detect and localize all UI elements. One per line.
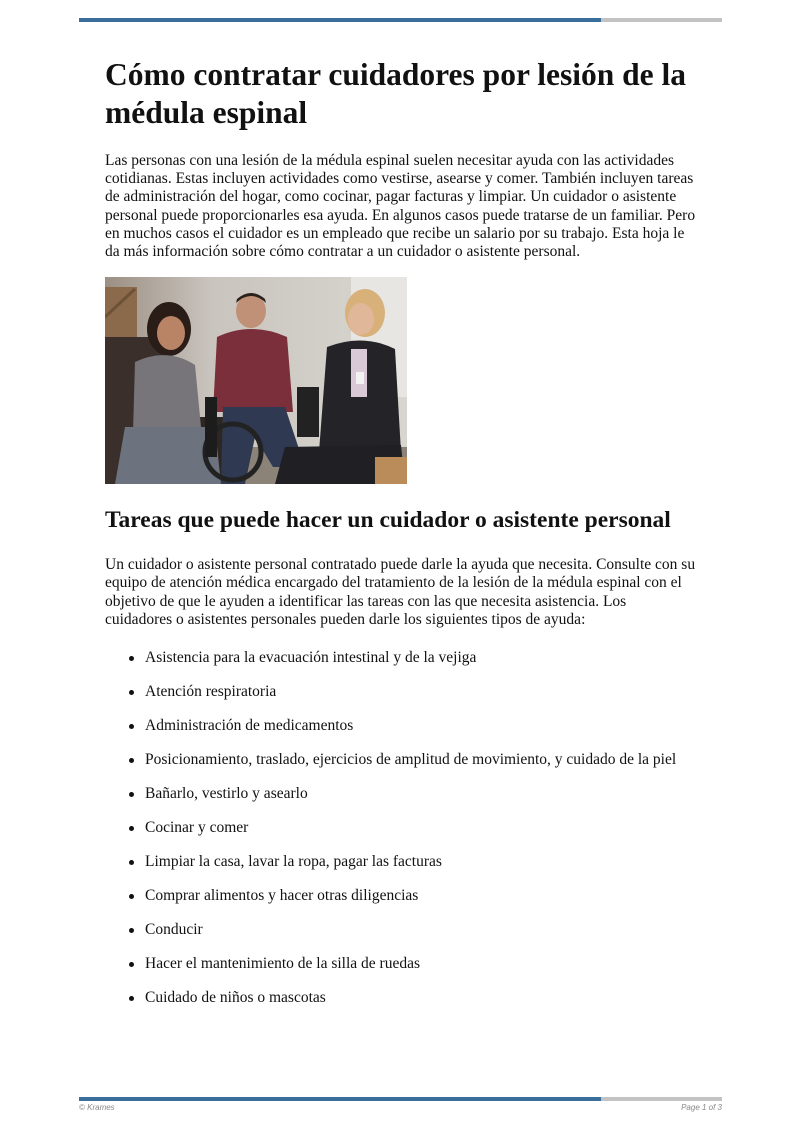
list-item — [145, 819, 697, 837]
bullet-icon — [129, 962, 134, 967]
list-item-text: Cocinar y comer — [145, 819, 249, 837]
bullet-icon — [129, 826, 134, 831]
list-item-text: Cuidado de niños o mascotas — [145, 989, 326, 1007]
list-item — [145, 887, 697, 905]
footer-copyright: © Krames — [79, 1103, 115, 1112]
bullet-icon — [129, 724, 134, 729]
list-item-text: Administración de medicamentos — [145, 717, 354, 735]
bullet-icon — [129, 894, 134, 899]
header-rule — [79, 18, 722, 22]
intro-paragraph: Las personas con una lesión de la médula espinal suelen necesitar ayuda con las actividades cotidianas. Estas incluyen actividades como vestirse, asearse y comer. También incluyen tareas de administración del hogar, como cocinar, pagar facturas y limpiar. Un cuidador o asistente personal puede proporcionarles esa ayuda. En algunos casos puede tratarse de un familiar. Pero en muchos casos el cuidador es un empleado que recibe un salario por su trabajo. Esta hoja le da más información sobre cómo contratar a un cuidador o asistente personal. — [105, 152, 696, 261]
list-item-text: Limpiar la casa, lavar la ropa, pagar las facturas — [145, 853, 442, 871]
list-item-text: Asistencia para la evacuación intestinal y de la vejiga — [145, 649, 477, 667]
list-item — [145, 785, 697, 803]
bullet-icon — [129, 860, 134, 865]
list-item — [145, 751, 697, 769]
bullet-icon — [129, 792, 134, 797]
footer-page-number: Page 1 of 3 — [681, 1103, 722, 1112]
list-item-text: Hacer el mantenimiento de la silla de ruedas — [145, 955, 421, 973]
bullet-icon — [129, 758, 134, 763]
list-item-text: Bañarlo, vestirlo y asearlo — [145, 785, 308, 803]
list-item — [145, 683, 697, 701]
footer-rule-secondary — [601, 1097, 722, 1101]
footer-rule — [79, 1097, 722, 1101]
list-item — [145, 989, 697, 1007]
footer-rule-accent — [79, 1097, 601, 1101]
task-list — [105, 649, 697, 1007]
header-rule-secondary — [601, 18, 722, 22]
header-rule-accent — [79, 18, 601, 22]
list-item — [145, 717, 697, 735]
section-heading: Tareas que puede hacer un cuidador o asistente personal — [105, 507, 671, 534]
section-paragraph: Un cuidador o asistente personal contratado puede darle la ayuda que necesita. Consulte con su equipo de atención médica encargado del tratamiento de la lesión de la médula espinal con el objetivo de que le ayuden a identificar las tareas con las que necesita asistencia. Los cuidadores o asistentes personales pueden darle los siguientes tipos de ayuda: — [105, 556, 696, 628]
list-item — [145, 853, 697, 871]
list-item — [145, 649, 697, 667]
caregiver-photo — [105, 277, 407, 484]
list-item-text: Posicionamiento, traslado, ejercicios de amplitud de movimiento, y cuidado de la piel — [145, 751, 677, 769]
bullet-icon — [129, 928, 134, 933]
page-title: Cómo contratar cuidadores por lesión de la médula espinal — [105, 57, 686, 130]
list-item — [145, 955, 697, 973]
bullet-icon — [129, 996, 134, 1001]
document-body — [105, 56, 697, 1023]
list-item — [145, 921, 697, 939]
list-item-text: Conducir — [145, 921, 203, 939]
list-item-text: Atención respiratoria — [145, 683, 277, 701]
bullet-icon — [129, 656, 134, 661]
bullet-icon — [129, 690, 134, 695]
caregiver-photo-illustration — [105, 277, 407, 484]
list-item-text: Comprar alimentos y hacer otras diligencias — [145, 887, 419, 905]
